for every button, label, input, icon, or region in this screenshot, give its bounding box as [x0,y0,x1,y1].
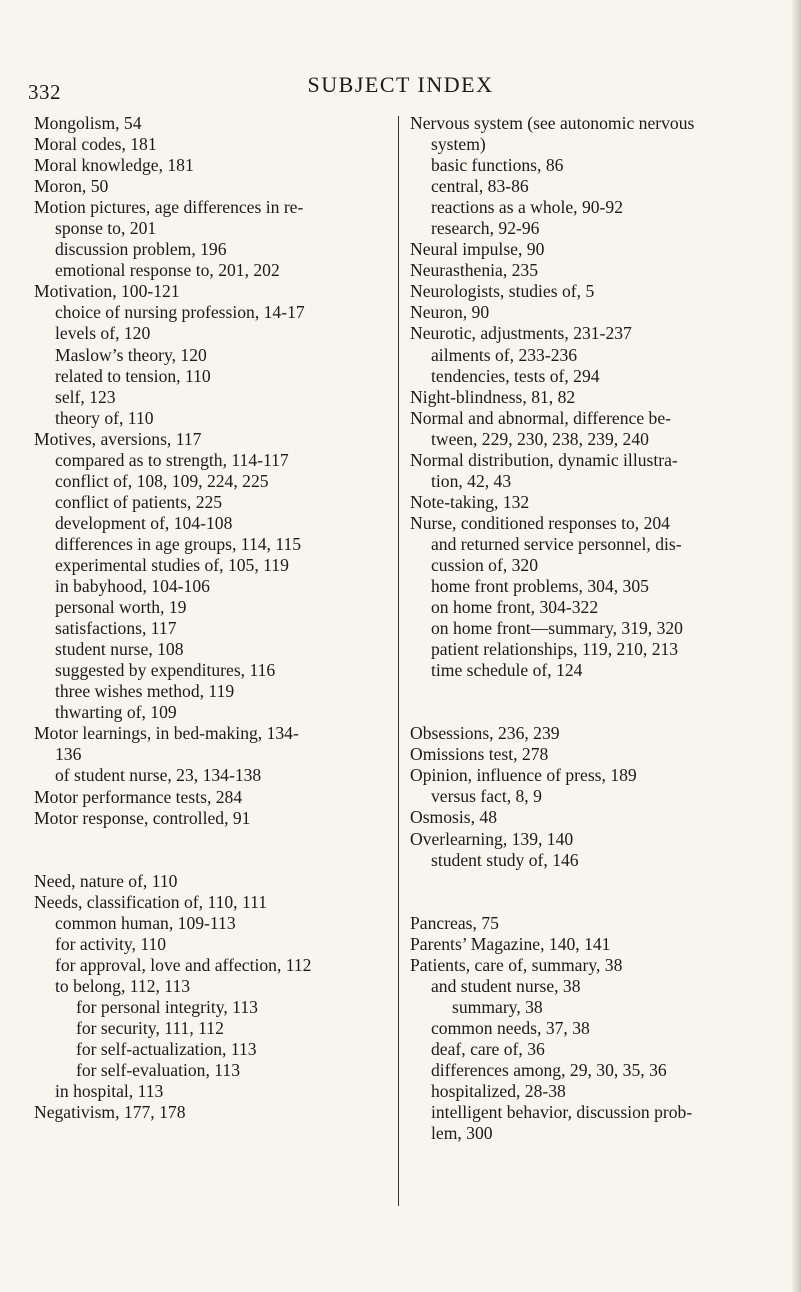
index-subentry: for self-evaluation, 113 [76,1060,240,1081]
index-entry: Motor response, controlled, 91 [34,807,251,828]
index-subentry: levels of, 120 [55,323,151,344]
index-subentry: time schedule of, 124 [431,660,583,681]
index-subentry: student nurse, 108 [55,639,184,660]
index-subentry: on home front—summary, 319, 320 [431,618,683,639]
index-subentry: reactions as a whole, 90-92 [431,197,624,218]
index-subentry: lem, 300 [431,1123,493,1144]
index-entry: Motion pictures, age differences in re- [34,197,304,218]
index-subentry: summary, 38 [452,996,543,1017]
index-subentry: emotional response to, 201, 202 [55,260,280,281]
index-subentry: differences among, 29, 30, 35, 36 [431,1059,667,1080]
index-entry: Normal and abnormal, difference be- [410,407,672,428]
index-entry: Neural impulse, 90 [410,239,545,260]
index-subentry: for approval, love and affection, 112 [55,954,312,975]
index-subentry: ailments of, 233-236 [431,344,578,365]
index-subentry: in babyhood, 104-106 [55,576,210,597]
index-entry: Opinion, influence of press, 189 [410,765,637,786]
index-subentry: thwarting of, 109 [55,702,177,723]
index-subentry: student study of, 146 [431,849,579,870]
index-subentry: 136 [55,744,82,765]
index-subentry: sponse to, 201 [55,218,157,239]
index-entry: Osmosis, 48 [410,807,498,828]
index-column-left [34,113,390,1123]
index-subentry: suggested by expenditures, 116 [55,660,276,681]
index-subentry: research, 92-96 [431,218,540,239]
index-subentry: and student nurse, 38 [431,975,581,996]
index-subentry: patient relationships, 119, 210, 213 [431,639,679,660]
index-subentry: intelligent behavior, discussion prob- [431,1102,693,1123]
index-entry: Parents’ Magazine, 140, 141 [410,933,611,954]
index-subentry: for personal integrity, 113 [76,996,258,1017]
index-subentry: discussion problem, 196 [55,239,227,260]
section-gap [410,681,776,723]
index-entry: Nurse, conditioned responses to, 204 [410,512,670,533]
index-subentry: common human, 109-113 [55,912,236,933]
index-subentry: tween, 229, 230, 238, 239, 240 [431,428,649,449]
index-subentry: self, 123 [55,386,116,407]
index-entry: Motor performance tests, 284 [34,786,243,807]
index-subentry: conflict of, 108, 109, 224, 225 [55,470,269,491]
index-subentry: of student nurse, 23, 134-138 [55,765,262,786]
index-subentry: and returned service personnel, dis- [431,533,682,554]
index-subentry: personal worth, 19 [55,597,187,618]
index-entry: Negativism, 177, 178 [34,1102,186,1123]
index-entry: Obsessions, 236, 239 [410,723,560,744]
index-entry: Neurasthenia, 235 [410,260,539,281]
index-subentry: for self-actualization, 113 [76,1038,257,1059]
index-entry: Normal distribution, dynamic illustra- [410,449,678,470]
index-subentry: on home front, 304-322 [431,597,599,618]
index-subentry: cussion of, 320 [431,554,539,575]
index-entry: Patients, care of, summary, 38 [410,954,623,975]
index-column-right [410,113,776,1144]
index-entry: Moron, 50 [34,176,109,197]
index-entry: Nervous system (see autonomic nervous [410,113,695,133]
index-entry: Motivation, 100-121 [34,281,180,302]
index-subentry: tendencies, tests of, 294 [431,365,600,386]
index-entry: Pancreas, 75 [410,912,499,933]
index-entry: Mongolism, 54 [34,113,142,133]
column-divider [398,116,399,1206]
index-subentry: hospitalized, 28-38 [431,1080,566,1101]
index-entry: Overlearning, 139, 140 [410,828,574,849]
index-subentry: satisfactions, 117 [55,618,177,639]
index-entry: Omissions test, 278 [410,744,549,765]
index-entry: Needs, classification of, 110, 111 [34,891,268,912]
index-subentry: home front problems, 304, 305 [431,576,649,597]
index-subentry: versus fact, 8, 9 [431,786,542,807]
index-subentry: to belong, 112, 113 [55,975,191,996]
index-entry: Night-blindness, 81, 82 [410,386,576,407]
index-subentry: related to tension, 110 [55,365,211,386]
index-subentry: theory of, 110 [55,407,154,428]
section-gap [34,829,390,871]
index-subentry: in hospital, 113 [55,1081,164,1102]
index-entry: Motives, aversions, 117 [34,428,202,449]
index-subentry: differences in age groups, 114, 115 [55,533,302,554]
index-entry: Moral codes, 181 [34,134,157,155]
index-subentry: compared as to strength, 114-117 [55,449,289,470]
index-subentry: central, 83-86 [431,176,529,197]
index-subentry: basic functions, 86 [431,155,564,176]
page-number: 332 [28,80,61,104]
index-subentry: choice of nursing profession, 14-17 [55,302,305,323]
index-subentry: experimental studies of, 105, 119 [55,554,289,575]
index-subentry: conflict of patients, 225 [55,491,223,512]
section-gap [410,871,776,913]
index-entry: Neuron, 90 [410,302,490,323]
running-head: SUBJECT INDEX [307,72,494,97]
index-subentry: tion, 42, 43 [431,470,512,491]
index-subentry: common needs, 37, 38 [431,1017,590,1038]
index-subentry: Maslow’s theory, 120 [55,344,207,365]
index-subentry: for activity, 110 [55,933,167,954]
index-entry: Neurotic, adjustments, 231-237 [410,323,632,344]
index-subentry: system) [431,134,486,155]
index-entry: Neurologists, studies of, 5 [410,281,595,302]
index-subentry: development of, 104-108 [55,512,233,533]
page-edge-shadow [791,0,801,1292]
index-subentry: three wishes method, 119 [55,681,235,702]
index-subentry: for security, 111, 112 [76,1017,224,1038]
index-entry: Note-taking, 132 [410,491,530,512]
index-entry: Need, nature of, 110 [34,870,178,891]
index-entry: Motor learnings, in bed-making, 134- [34,723,299,744]
index-entry: Moral knowledge, 181 [34,155,194,176]
index-subentry: deaf, care of, 36 [431,1038,545,1059]
